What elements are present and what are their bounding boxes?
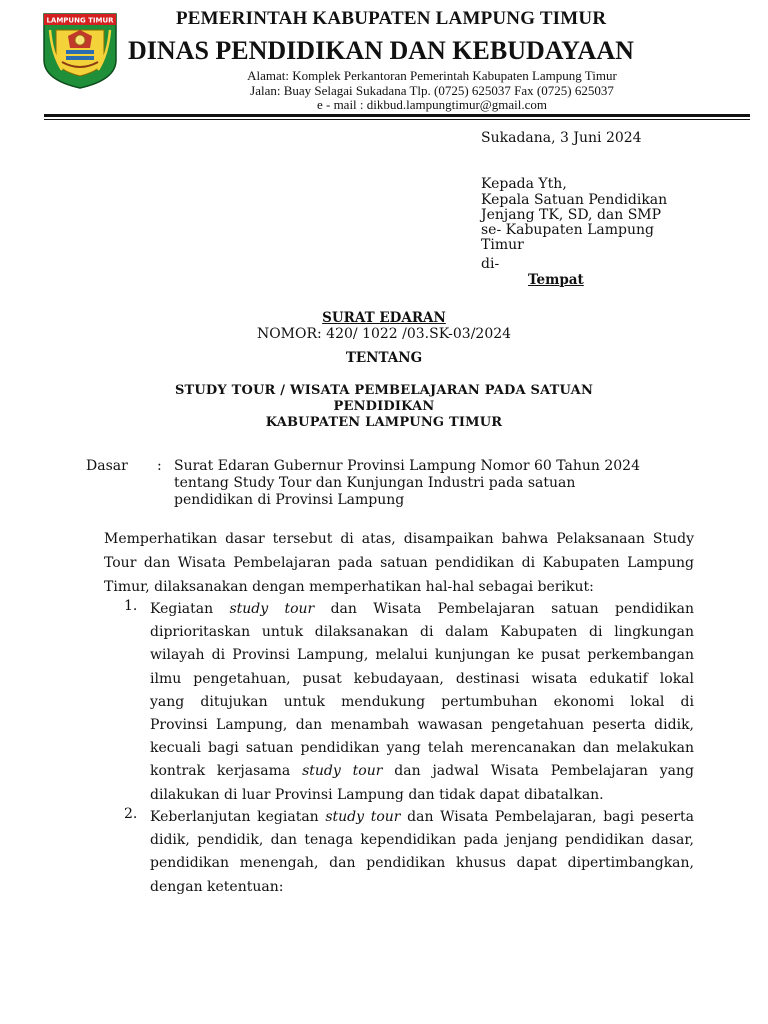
document-number: NOMOR: 420/ 1022 /03.SK-03/2024 bbox=[256, 326, 512, 342]
letter-date: Sukadana, 3 Juni 2024 bbox=[481, 130, 642, 146]
text-run: dan Wisata Pembelajaran, bagi peserta bbox=[400, 809, 694, 825]
list-item bbox=[150, 806, 694, 899]
basis-line: Surat Edaran Gubernur Provinsi Lampung Nomor 60 Tahun 2024 bbox=[174, 458, 640, 474]
recipient-line: Jenjang TK, SD, dan SMP bbox=[481, 207, 662, 223]
basis-line: tentang Study Tour dan Kunjungan Industri pada satuan bbox=[174, 475, 576, 491]
subject-line: PENDIDIKAN bbox=[333, 399, 435, 414]
item-line: ilmu pengetahuan, pusat kebudayaan, destinasi wisata edukatif lokal bbox=[150, 670, 694, 687]
letterhead-rule-thick bbox=[44, 114, 750, 117]
recipient-line: Timur bbox=[481, 237, 524, 253]
italic-term: study tour bbox=[325, 809, 401, 825]
intro-line: Timur, dilaksanakan dengan memperhatikan hal-hal sebagai berikut: bbox=[104, 579, 594, 595]
subject-line: STUDY TOUR / WISATA PEMBELAJARAN PADA SATUAN bbox=[174, 383, 594, 398]
text-run: kontrak kerjasama bbox=[150, 763, 303, 780]
italic-term: study tour bbox=[302, 763, 383, 780]
item-number: 2. bbox=[124, 806, 138, 822]
recipient-line: Kepada Yth, bbox=[481, 176, 567, 192]
recipient-line: se- Kabupaten Lampung bbox=[481, 222, 654, 238]
government-name: PEMERINTAH KABUPATEN LAMPUNG TIMUR bbox=[176, 8, 607, 29]
email-line: e - mail : dikbud.lampungtimur@gmail.com bbox=[316, 97, 548, 112]
item-line bbox=[150, 760, 694, 783]
item-line: wilayah di Provinsi Lampung, melalui kunjungan ke pusat perkembangan bbox=[150, 647, 694, 664]
document-type: SURAT EDARAN bbox=[322, 310, 446, 326]
intro-line: Memperhatikan dasar tersebut di atas, disampaikan bahwa Pelaksanaan Study bbox=[104, 531, 694, 547]
intro-line: Tour dan Wisata Pembelajaran pada satuan pendidikan di Kabupaten Lampung bbox=[104, 555, 694, 571]
item-line: diprioritaskan untuk dilaksanakan di dalam Kabupaten di lingkungan bbox=[150, 624, 694, 641]
italic-term: study tour bbox=[229, 601, 315, 617]
item-line: dengan ketentuan: bbox=[150, 878, 284, 895]
svg-text:LAMPUNG TIMUR: LAMPUNG TIMUR bbox=[46, 16, 114, 25]
address-line-2: Jalan: Buay Selagai Sukadana Tlp. (0725) 625037 Fax (0725) 625037 bbox=[250, 83, 614, 98]
text-run: Keberlanjutan kegiatan bbox=[150, 809, 326, 825]
recipient-line: Kepala Satuan Pendidikan bbox=[481, 192, 668, 208]
basis-label: Dasar bbox=[86, 458, 128, 474]
agency-name: DINAS PENDIDIKAN DAN KEBUDAYAAN bbox=[128, 36, 634, 65]
text-run: Kegiatan bbox=[150, 601, 230, 617]
text-run: dan jadwal Wisata Pembelajaran yang bbox=[382, 763, 695, 780]
recipient-line: di- bbox=[481, 256, 500, 272]
basis-colon: : bbox=[157, 458, 162, 474]
item-line: yang ditujukan untuk mendukung pertumbuhan ekonomi lokal di bbox=[150, 693, 694, 710]
about-heading: TENTANG bbox=[345, 350, 423, 366]
letterhead-rule-thin bbox=[44, 119, 750, 120]
item-line: kecuali bagi satuan pendidikan yang telah merencanakan dan melakukan bbox=[150, 740, 694, 757]
item-line bbox=[150, 806, 694, 829]
item-line: pendidikan menengah, dan pendidikan khusus dapat dipertimbangkan, bbox=[150, 855, 694, 872]
subject-line: KABUPATEN LAMPUNG TIMUR bbox=[265, 415, 503, 430]
basis-text bbox=[174, 458, 640, 509]
item-line bbox=[150, 598, 694, 621]
item-line: didik, pendidik, dan tenaga kependidikan pada jenjang pendidikan dasar, bbox=[150, 832, 694, 849]
intro-paragraph bbox=[104, 527, 694, 599]
item-line: Provinsi Lampung, dan menambah wawasan pengetahuan peserta didik, bbox=[150, 717, 694, 734]
recipient-place: Tempat bbox=[528, 272, 584, 288]
list-item bbox=[150, 598, 694, 807]
text-run: dan Wisata Pembelajaran satuan pendidikan bbox=[314, 601, 694, 617]
address-line-1: Alamat: Komplek Perkantoran Pemerintah Kabupaten Lampung Timur bbox=[247, 68, 617, 83]
basis-line: pendidikan di Provinsi Lampung bbox=[174, 492, 405, 508]
item-line: dilakukan di luar Provinsi Lampung dan tidak dapat dibatalkan. bbox=[150, 786, 604, 803]
item-number: 1. bbox=[124, 598, 138, 614]
